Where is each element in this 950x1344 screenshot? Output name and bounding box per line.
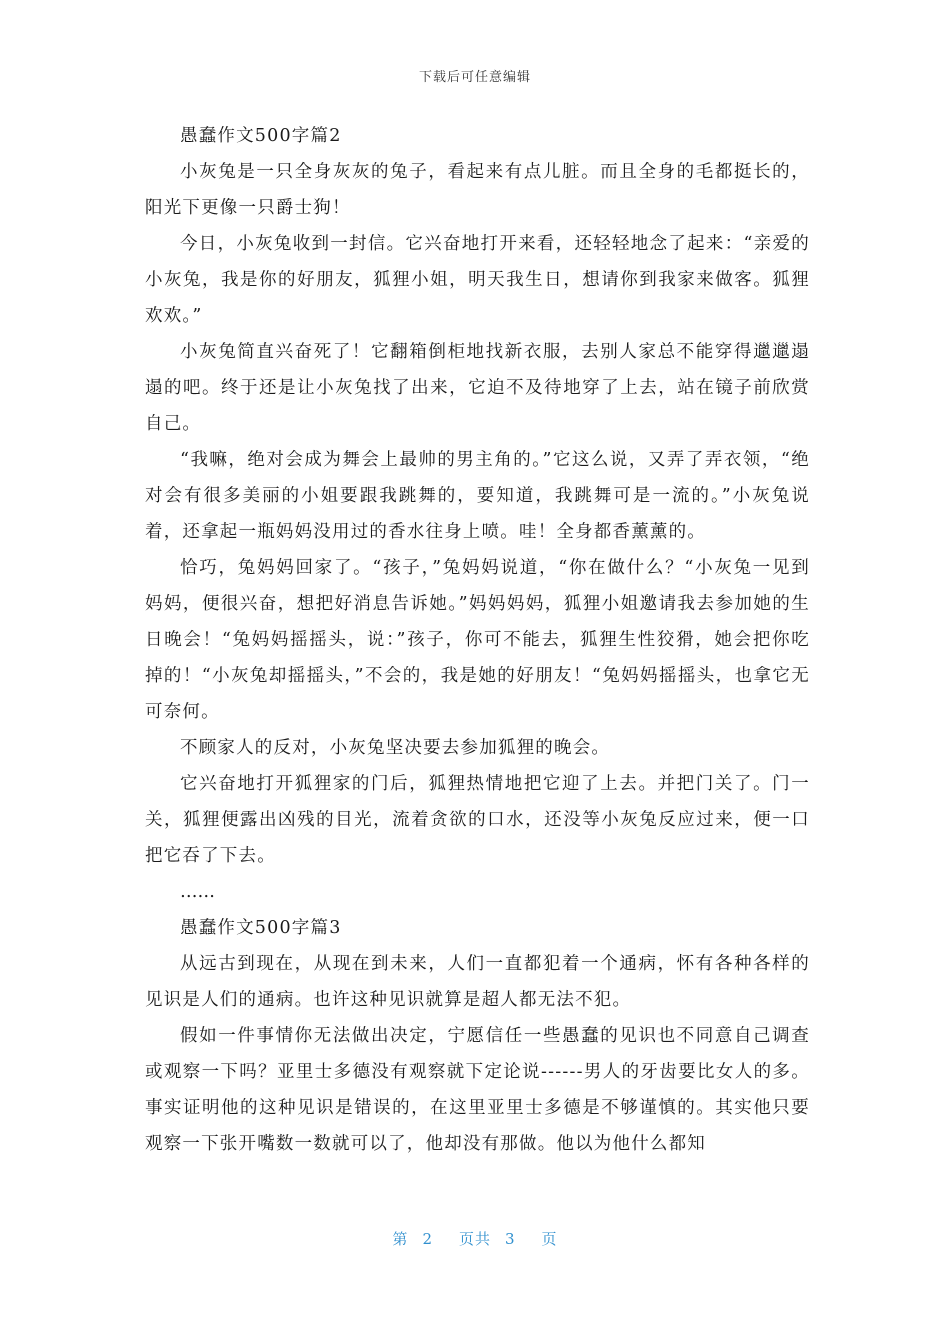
section-heading: 愚蠢作文500字篇2 [180, 126, 342, 146]
paragraph: 假如一件事情你无法做出决定，宁愿信任一些愚蠢的见识也不同意自己调查或观察一下吗？亚里士多德没有观察就下定论说------男人的牙齿要比女人的多。事实证明他的这种见识是错误的，在这里亚里士多德是不够谨慎的。其实他只要观察一下张开嘴数一数就可以了，他却没有那做。他以为他什么都知 [145, 1026, 810, 1154]
paragraph: 恰巧，兔妈妈回家了。“孩子，”兔妈妈说道，“你在做什么？“小灰兔一见到妈妈，便很兴奋，想把好消息告诉她。”妈妈妈妈，狐狸小姐邀请我去参加她的生日晚会！“兔妈妈摇摇头，说：”孩子，你可不能去，狐狸生性狡猾，她会把你吃掉的！“小灰兔却摇摇头，”不会的，我是她的好朋友！“兔妈妈摇摇头，也拿它无可奈何。 [145, 558, 810, 722]
paragraph: 今日，小灰兔收到一封信。它兴奋地打开来看，还轻轻地念了起来：“亲爱的小灰兔，我是你的好朋友，狐狸小姐，明天我生日，想请你到我家来做客。狐狸欢欢。” [145, 234, 810, 326]
current-page-number: 2 [422, 1230, 433, 1248]
paragraph: 从远古到现在，从现在到未来，人们一直都犯着一个通病，怀有各种各样的见识是人们的通病。也许这种见识就算是超人都无法不犯。 [145, 954, 810, 1010]
page-footer [0, 1228, 950, 1249]
document-body [145, 118, 810, 1162]
paragraph: “我嘛，绝对会成为舞会上最帅的男主角的。”它这么说，又弄了弄衣领，“绝对会有很多美丽的小姐要跟我跳舞的，要知道，我跳舞可是一流的。”小灰兔说着，还拿起一瓶妈妈没用过的香水往身上喷。哇！全身都香薰薰的。 [145, 450, 810, 542]
footer-prefix: 第 [392, 1230, 409, 1248]
total-pages-number: 3 [505, 1230, 516, 1248]
footer-middle: 页共 [458, 1230, 491, 1248]
footer-suffix: 页 [541, 1230, 558, 1248]
ellipsis-line: …… [180, 882, 215, 902]
paragraph: 它兴奋地打开狐狸家的门后，狐狸热情地把它迎了上去。并把门关了。门一关，狐狸便露出凶残的目光，流着贪欲的口水，还没等小灰兔反应过来，便一口把它吞了下去。 [145, 774, 810, 866]
paragraph: 不顾家人的反对，小灰兔坚决要去参加狐狸的晚会。 [180, 738, 611, 758]
paragraph: 小灰兔简直兴奋死了！它翻箱倒柜地找新衣服，去别人家总不能穿得邋邋遢遢的吧。终于还是让小灰兔找了出来，它迫不及待地穿了上去，站在镜子前欣赏自己。 [145, 342, 810, 434]
page-header: 下载后可任意编辑 [418, 70, 531, 85]
section-heading: 愚蠢作文500字篇3 [180, 918, 342, 938]
paragraph: 小灰兔是一只全身灰灰的兔子，看起来有点儿脏。而且全身的毛都挺长的，阳光下更像一只爵士狗！ [145, 162, 810, 218]
